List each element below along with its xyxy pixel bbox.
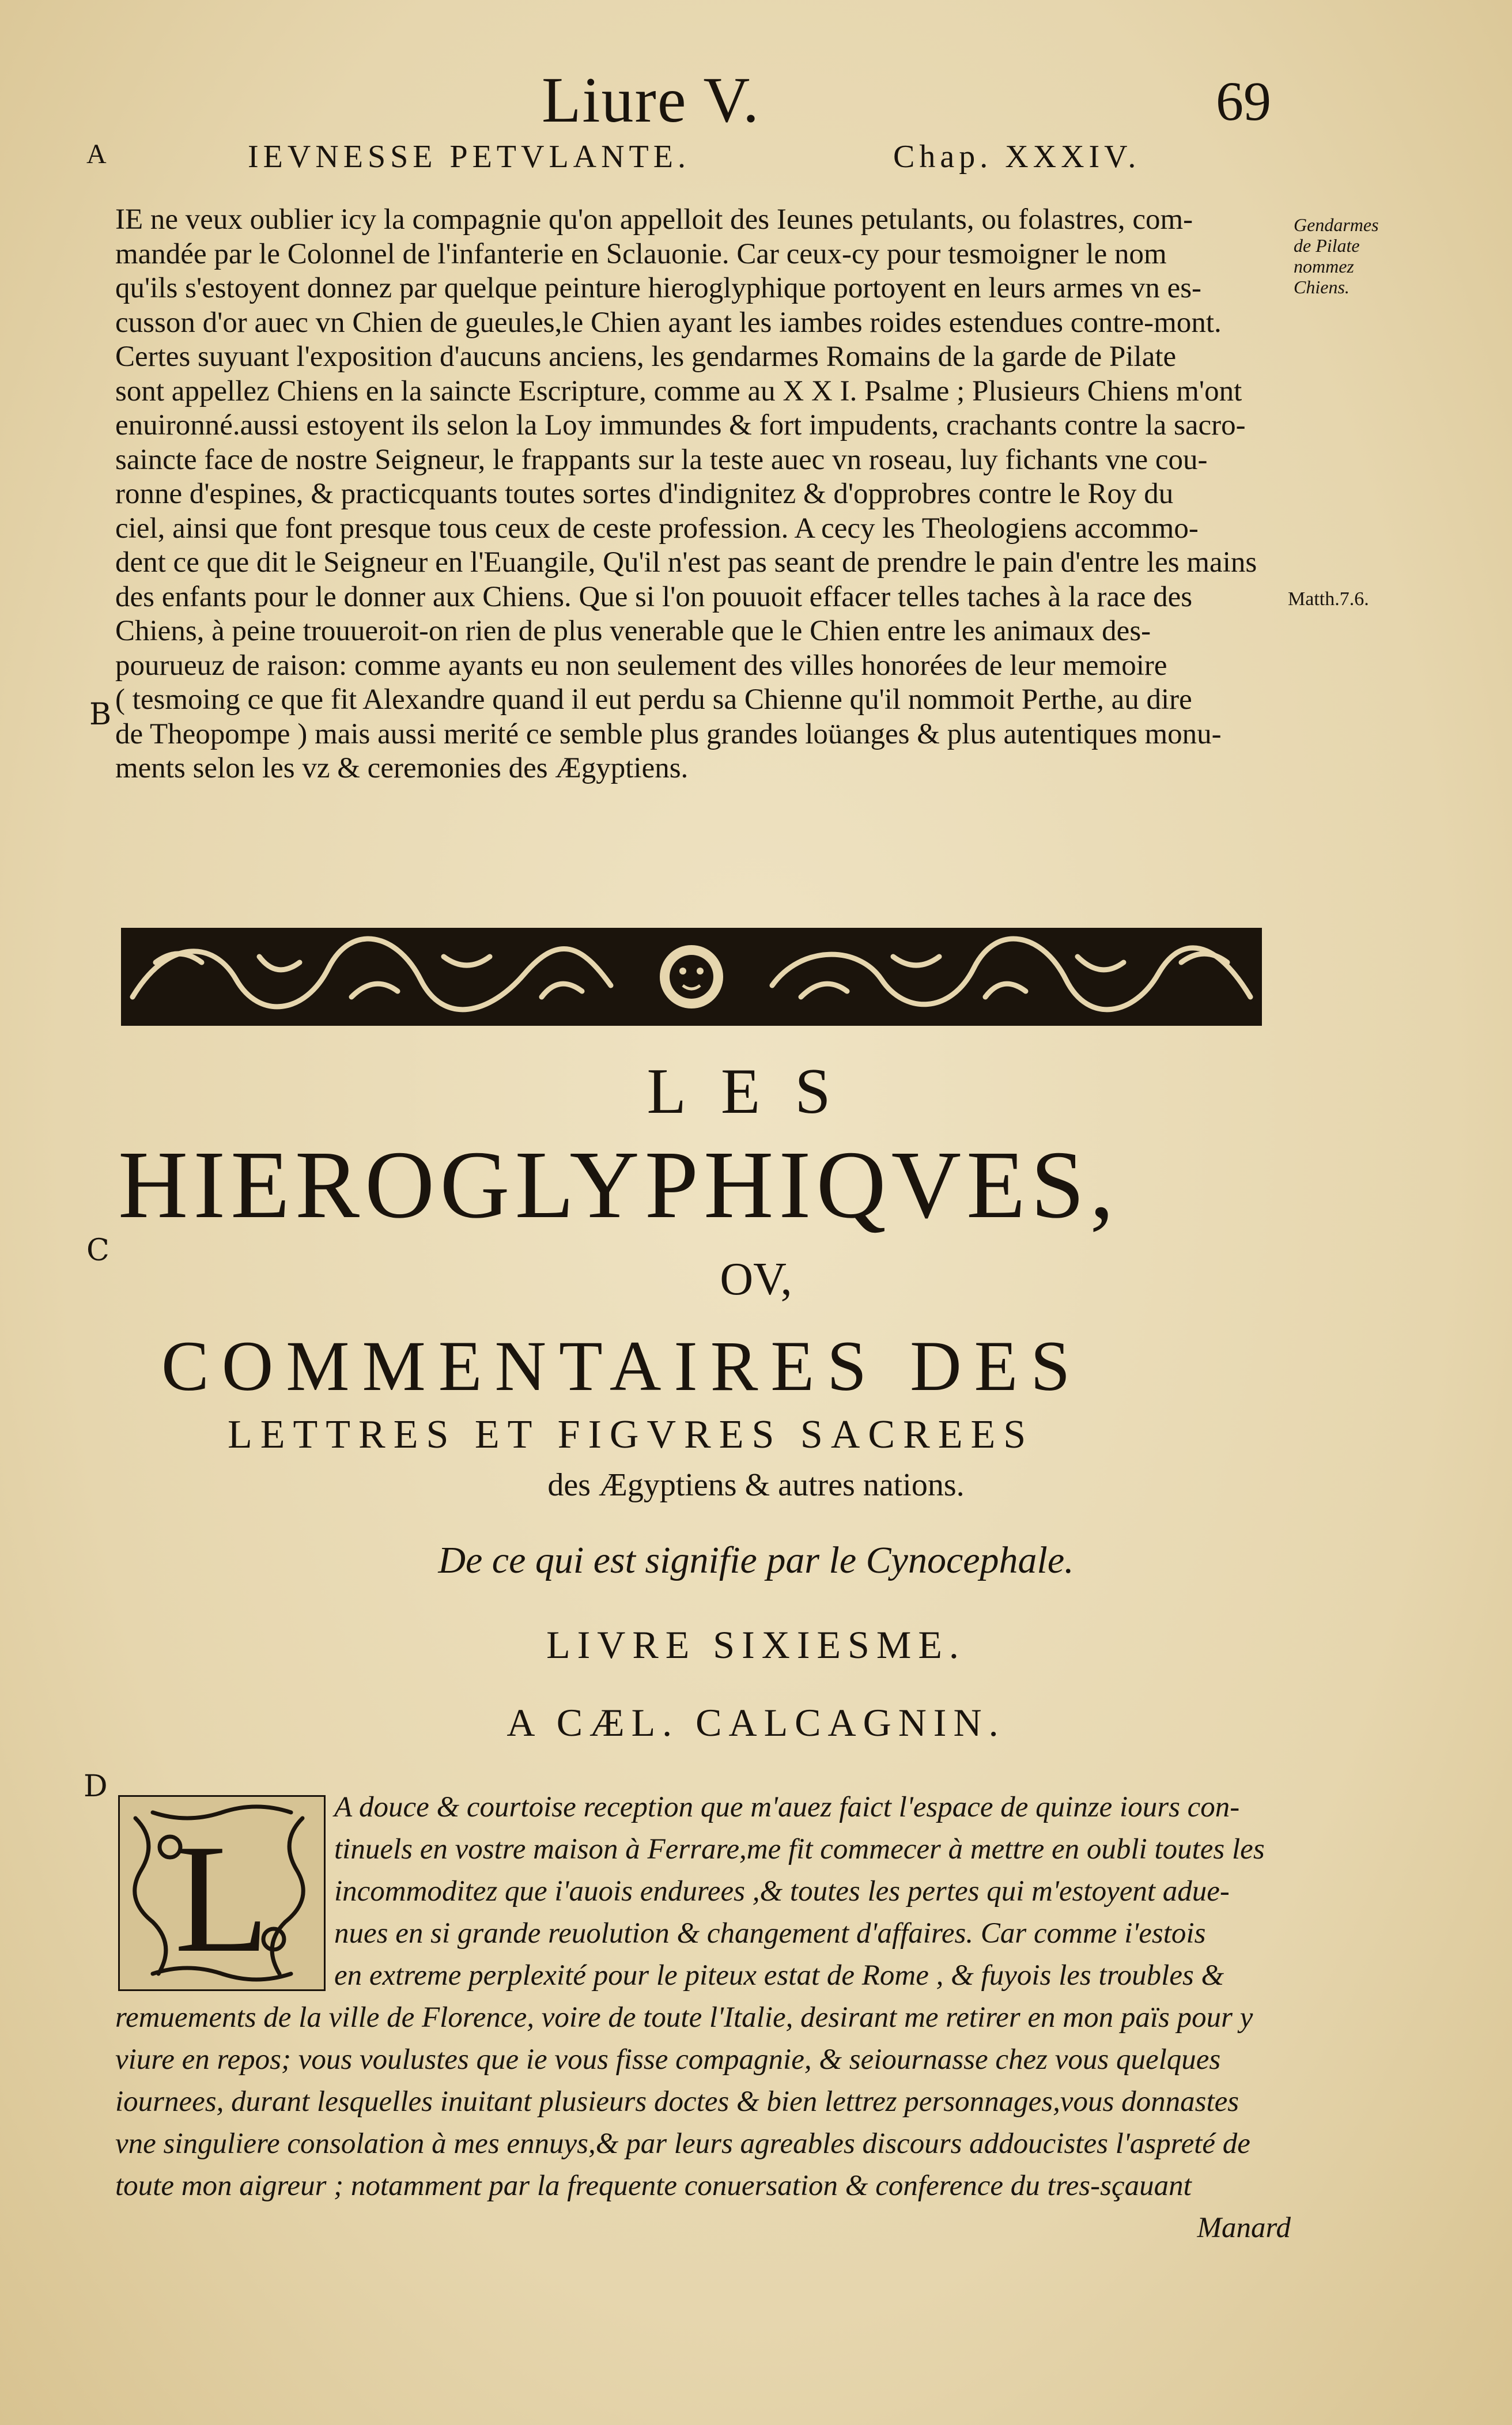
text-line: dent ce que dit le Seigneur en l'Euangile, Qu'il n'est pas seant de prendre le pain d'entre les mains bbox=[115, 546, 1257, 579]
margin-letter-b: B bbox=[89, 697, 112, 732]
text-line: de Theopompe ) mais aussi merité ce semble plus grandes loüanges & plus autentiques monu- bbox=[115, 717, 1222, 750]
text-line: cusson d'or auec vn Chien de gueules,le Chien ayant les iambes roides estendues contre-mont. bbox=[115, 306, 1222, 339]
title-hieroglyphiques: HIEROGLYPHIQVES, bbox=[118, 1131, 1120, 1238]
chapter-number: Chap. XXXIV. bbox=[893, 139, 1141, 175]
text-line: nues en si grande reuolution & changement d'affaires. Car comme i'estois bbox=[334, 1917, 1206, 1950]
text-line: ( tesmoing ce que fit Alexandre quand il eut perdu sa Chienne qu'il nommoit Perthe, au dire bbox=[115, 683, 1192, 716]
title-lettres: LETTRES ET FIGVRES SACREES bbox=[228, 1412, 1034, 1457]
text-line: en extreme perplexité pour le piteux estat de Rome , & fuyois les troubles & bbox=[334, 1959, 1224, 1992]
text-line: IE ne veux oublier icy la compagnie qu'on appelloit des Ieunes petulants, ou folastres, com- bbox=[115, 203, 1193, 236]
text-line: remuements de la ville de Florence, voire de toute l'Italie, desirant me retirer en mon païs pour y bbox=[115, 2001, 1253, 2034]
dedication-heading: A CÆL. CALCAGNIN. bbox=[506, 1701, 1006, 1744]
running-head bbox=[0, 63, 1512, 136]
book-number: LIVRE SIXIESME. bbox=[546, 1623, 966, 1667]
text-line: iournees, durant lesquelles inuitant plusieurs doctes & bien lettrez personnages,vous donnastes bbox=[115, 2086, 1239, 2118]
section-title-cynocephale: De ce qui est signifie par le Cynocephale. bbox=[438, 1539, 1074, 1581]
text-line: mandée par le Colonnel de l'infanterie en Sclauonie. Car ceux-cy pour tesmoigner le nom bbox=[115, 237, 1167, 270]
text-line: saincte face de nostre Seigneur, le frappants sur la teste auec vn roseau, luy fichants vne cou- bbox=[115, 443, 1208, 476]
margin-note-line: Gendarmes bbox=[1294, 214, 1379, 235]
page-number: 69 bbox=[1216, 70, 1271, 132]
title-nations: des Ægyptiens & autres nations. bbox=[547, 1467, 965, 1503]
text-line: qu'ils s'estoyent donnez par quelque peinture hieroglyphique portoyent en leurs armes vn es- bbox=[115, 272, 1202, 304]
chapter-body bbox=[115, 203, 1279, 786]
text-line: sont appellez Chiens en la saincte Escripture, comme au X X I. Psalme ; Plusieurs Chiens m'ont bbox=[115, 375, 1242, 407]
text-line: A douce & courtoise reception que m'auez faict l'espace de quinze iours con- bbox=[334, 1791, 1240, 1823]
margin-note-gendarmes bbox=[1294, 214, 1379, 297]
margin-note-line: nommez bbox=[1294, 256, 1354, 277]
text-line: vne singuliere consolation à mes ennuys,& par leurs agreables discours addoucistes l'aspreté de bbox=[115, 2128, 1250, 2160]
chapter-title: IEVNESSE PETVLANTE. bbox=[248, 139, 690, 175]
text-line: viure en repos; vous voulustes que ie vous fisse compagnie, & seiournasse chez vous quelques bbox=[115, 2044, 1221, 2076]
title-commentaires: COMMENTAIRES DES bbox=[161, 1327, 1083, 1406]
dropcap-letter: L bbox=[174, 1812, 270, 1985]
chapter-heading bbox=[0, 138, 1512, 179]
text-line: pourueuz de raison: comme ayants eu non seulement des villes honorées de leur memoire bbox=[115, 649, 1167, 682]
text-line: toute mon aigreur ; notamment par la frequente conuersation & conference du tres-sçauant bbox=[115, 2170, 1192, 2202]
text-line: ments selon les vz & ceremonies des Ægyptiens. bbox=[115, 752, 689, 784]
text-line: ronne d'espines, & practicquants toutes sortes d'indignitez & d'opprobres contre le Roy du bbox=[115, 478, 1174, 510]
catchword: Manard bbox=[1197, 2212, 1291, 2244]
text-line: Certes suyuant l'exposition d'aucuns anciens, les gendarmes Romains de la garde de Pilate bbox=[115, 341, 1177, 373]
book-title: Liure V. bbox=[542, 65, 760, 136]
text-line: tinuels en vostre maison à Ferrare,me fit commecer à mettre en oubli toutes les bbox=[334, 1833, 1265, 1865]
margin-note-line: Chiens. bbox=[1294, 277, 1350, 297]
title-ou: OV, bbox=[720, 1254, 792, 1305]
text-line: des enfants pour le donner aux Chiens. Que si l'on pouuoit effacer telles taches à la race des bbox=[115, 580, 1193, 613]
margin-letter-a: A bbox=[86, 139, 107, 169]
margin-letter-d: D bbox=[84, 1769, 108, 1804]
text-line: incommoditez que i'auois endurees ,& toutes les pertes qui m'estoyent adue- bbox=[334, 1875, 1230, 1907]
text-line: enuironné.aussi estoyent ils selon la Loy immundes & fort impudents, crachants contre la sacro- bbox=[115, 409, 1246, 441]
dedication-body bbox=[115, 1786, 1291, 2249]
margin-letter-c: C bbox=[86, 1233, 109, 1268]
margin-note-matthew: Matth.7.6. bbox=[1288, 588, 1369, 610]
floral-headpiece-ornament bbox=[121, 928, 1262, 1026]
text-line: ciel, ainsi que font presque tous ceux de ceste profession. A cecy les Theologiens accommo- bbox=[115, 512, 1199, 545]
text-line: Chiens, à peine trouueroit-on rien de plus venerable que le Chien entre les animaux des- bbox=[115, 615, 1151, 647]
margin-note-line: de Pilate bbox=[1294, 235, 1360, 256]
title-les: LES bbox=[647, 1056, 865, 1127]
